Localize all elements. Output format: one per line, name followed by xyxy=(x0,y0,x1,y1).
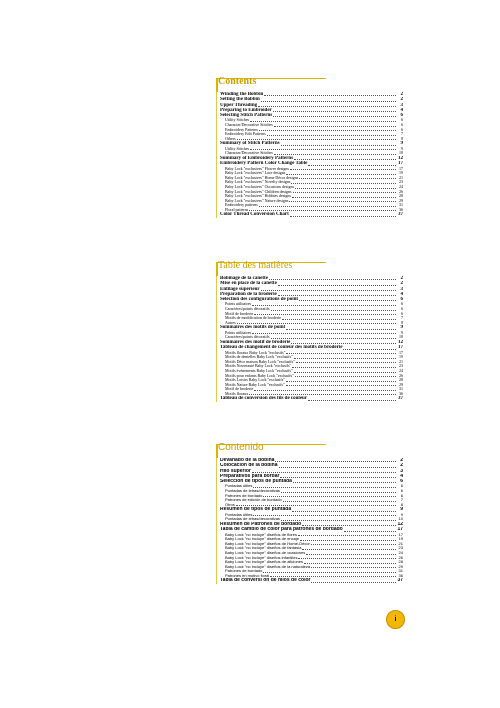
dot-leader xyxy=(261,101,396,102)
toc-page-number: 9 xyxy=(400,512,403,517)
toc-entry-title: Baby Lock "exclusives" Home Décor designs xyxy=(225,175,299,180)
toc-entry-title: Baby Lock "exclusives" Nature designs xyxy=(225,198,289,203)
toc-entry-title: Baby Lock "exclusives" Novelty designs xyxy=(225,180,291,185)
toc-page-number: 6 xyxy=(400,493,403,498)
toc-entry-title: Motif de broderie xyxy=(225,387,254,392)
toc-entry-title: Upper Threading xyxy=(220,102,258,108)
dot-leader xyxy=(295,376,396,377)
dot-leader xyxy=(273,111,396,112)
toc-page-number: 28 xyxy=(399,194,403,199)
section-header xyxy=(216,444,403,458)
dot-leader xyxy=(281,492,396,493)
toc-page-number: 6 xyxy=(400,113,403,119)
toc-page-number: 17 xyxy=(398,161,403,167)
toc-section-french xyxy=(216,262,403,402)
toc-entry-title: Embroidery Edit Patterns xyxy=(225,132,266,137)
dot-leader xyxy=(290,169,396,170)
dot-leader xyxy=(286,329,396,330)
dot-leader xyxy=(271,310,396,311)
toc-entry-title: Puntadas de letras/decorativas xyxy=(225,517,280,522)
dot-leader xyxy=(286,174,396,175)
toc-page-number: 17 xyxy=(398,345,403,351)
toc-list xyxy=(216,276,403,402)
toc-entry-title: Resumen de Patrones de bordado xyxy=(220,521,302,527)
toc-page-number: 8 xyxy=(401,320,403,325)
dot-leader xyxy=(278,285,396,286)
toc-page-number: 6 xyxy=(400,484,403,489)
dot-leader xyxy=(281,145,396,146)
dot-leader xyxy=(258,106,396,107)
toc-entry-title: Bobinage de la canette xyxy=(220,276,268,281)
toc-page-number: 26 xyxy=(399,373,403,378)
toc-entry-title: Color Thread Conversion Chart xyxy=(220,212,289,218)
toc-page-number: 6 xyxy=(400,479,403,485)
toc-entry-title: Motifs de modification de broderie xyxy=(225,316,281,321)
toc-page-number: 9 xyxy=(400,141,403,147)
toc-entry-title: Caractères/points décoratifs xyxy=(225,307,270,312)
dot-leader xyxy=(302,549,396,550)
toc-entry-title: Mise en place de la canette xyxy=(220,281,277,287)
toc-entry-title: Sommaires des motif de broderie xyxy=(220,339,291,345)
dot-leader xyxy=(294,372,396,373)
dot-leader xyxy=(263,496,396,497)
toc-page-number: 26 xyxy=(399,189,403,194)
toc-entry-title: Baby Lock "no incluye" diseños de Home-Décor xyxy=(225,541,310,546)
dot-leader xyxy=(306,554,396,555)
toc-page-number: 9 xyxy=(401,146,403,151)
dot-leader xyxy=(308,400,396,401)
dot-leader xyxy=(274,154,396,155)
dot-leader xyxy=(249,210,396,211)
dot-leader xyxy=(298,558,396,559)
toc-page-number: 8 xyxy=(400,502,403,507)
toc-page-number: 31 xyxy=(399,203,403,208)
toc-entry-title: Baby Lock "no incluye" diseños de ocasiones xyxy=(225,550,306,555)
toc-page-number: 6 xyxy=(401,307,403,312)
toc-page-number: 29 xyxy=(398,564,403,569)
dot-leader xyxy=(259,130,396,131)
toc-page-number: 24 xyxy=(398,550,403,555)
toc-page-number: 21 xyxy=(398,541,403,546)
dot-leader xyxy=(267,135,396,136)
dot-leader xyxy=(295,188,396,189)
toc-page-number: 2 xyxy=(400,458,403,463)
toc-page-number: 12 xyxy=(397,521,403,527)
toc-page-number: 17 xyxy=(397,527,403,533)
dot-leader xyxy=(279,467,396,468)
dot-leader xyxy=(299,300,396,301)
toc-page-number: 21 xyxy=(399,359,403,364)
toc-entry-title: Motifs pour enfants Baby Lock "exclusifs" xyxy=(225,373,294,378)
dot-leader xyxy=(298,535,396,536)
dot-leader xyxy=(311,544,396,545)
dot-leader xyxy=(253,487,396,488)
dot-leader xyxy=(311,567,396,568)
toc-entry-title: Character/Decorative Stitches xyxy=(225,123,273,128)
toc-page-number: 2 xyxy=(400,281,403,287)
toc-page-number: 12 xyxy=(398,339,403,345)
toc-section-spanish xyxy=(216,444,403,584)
section-title-table-des-matieres: Table des matières xyxy=(218,260,293,271)
toc-entry xyxy=(217,212,403,217)
dot-leader xyxy=(308,165,396,166)
toc-page-number: 24 xyxy=(399,184,403,189)
toc-page-number: 37 xyxy=(398,212,403,218)
dot-leader xyxy=(237,139,396,140)
toc-entry-title: Baby Lock "no incluye" diseños de fantasía xyxy=(225,546,302,551)
toc-entry-title: Tabla de conversi ón de hilos de color xyxy=(220,578,311,584)
toc-entry-title: Summary of Stitch Patterns xyxy=(220,141,280,147)
dot-leader xyxy=(294,358,396,359)
toc-entry-title: Embroidery Pattern Color Change Table xyxy=(220,161,308,167)
toc-entry-title: Motifs Nouveauté Baby Lock "exclusifs" xyxy=(225,364,292,369)
dot-leader xyxy=(282,319,396,320)
toc-page-number: 23 xyxy=(399,180,403,185)
toc-entry-title: Points utilitaires xyxy=(225,302,252,307)
toc-entry-title: Baby Lock "exclusives" Flower designs xyxy=(225,166,289,171)
toc-page-number: 6 xyxy=(400,489,403,494)
dot-leader xyxy=(291,183,396,184)
dot-leader xyxy=(236,505,396,506)
toc-entry-title: Motifs floraux Baby Lock "exclusifs" xyxy=(225,350,286,355)
toc-entry-title: Tableau de conversion des fils de couleur xyxy=(220,396,308,402)
dot-leader xyxy=(290,216,396,217)
toc-entry xyxy=(217,578,403,583)
dot-leader xyxy=(304,563,396,564)
dot-leader xyxy=(271,338,396,339)
toc-page-number: 3 xyxy=(400,468,403,474)
toc-page-number: 6 xyxy=(401,311,403,316)
toc-entry-title: Selecting Stitch Patterns xyxy=(220,113,273,119)
dot-leader xyxy=(274,126,396,127)
toc-entry-title: Baby Lock "no incluye" diseños de aficiones xyxy=(225,560,303,565)
dot-leader xyxy=(249,394,396,395)
toc-entry-title: Baby Lock "exclusives" Lace designs xyxy=(225,171,286,176)
toc-page-number: 19 xyxy=(399,171,403,176)
toc-page-number: 36 xyxy=(398,573,403,578)
toc-entry-title: Motifs floraux xyxy=(225,391,249,396)
toc-entry-title: Preparativos para bordar xyxy=(220,473,280,479)
dot-leader xyxy=(252,472,396,473)
section-title-contenido: Contenido xyxy=(218,442,264,453)
toc-page-number: 10 xyxy=(399,151,403,156)
dot-leader xyxy=(286,353,396,354)
toc-entry-title: Patrones de bordado xyxy=(225,569,263,574)
dot-leader xyxy=(292,367,396,368)
toc-page-number: 6 xyxy=(401,118,403,123)
toc-page-number: 17 xyxy=(399,166,403,171)
section-header xyxy=(216,78,403,92)
toc-entry-title: Hilo superior xyxy=(220,468,251,474)
toc-page-number: 36 xyxy=(399,391,403,396)
section-header xyxy=(216,262,403,276)
toc-page-number: 6 xyxy=(400,297,403,303)
dot-leader xyxy=(278,295,396,296)
toc-entry-title: Selección de tipos de puntada xyxy=(220,479,292,485)
toc-page-number: 10 xyxy=(399,335,403,340)
toc-page-number: 26 xyxy=(398,555,403,560)
toc-entry-title: Préparation de la broderie xyxy=(220,291,277,297)
dot-leader xyxy=(275,461,396,462)
toc-page-number: 28 xyxy=(399,378,403,383)
toc-entry-title: Motif de broderie xyxy=(225,311,254,316)
toc-entry-title: Points utilitaires xyxy=(225,330,252,335)
toc-page-number: 21 xyxy=(399,175,403,180)
toc-page-number: 2 xyxy=(400,463,403,469)
page-number-badge: i xyxy=(386,610,405,629)
dot-leader xyxy=(344,531,396,532)
dot-leader xyxy=(292,197,396,198)
toc-list xyxy=(216,92,403,218)
toc-page-number: 2 xyxy=(400,92,403,97)
toc-page-number: 23 xyxy=(399,364,403,369)
toc-page-number: 3 xyxy=(400,286,403,292)
dot-leader xyxy=(254,390,396,391)
toc-entry-title: Baby Lock "no incluye" diseños de flores xyxy=(225,532,297,537)
toc-page-number: 24 xyxy=(399,368,403,373)
toc-entry-title: Devanado de la bobina xyxy=(220,458,275,463)
toc-entry xyxy=(217,396,403,401)
dot-leader xyxy=(292,511,396,512)
toc-entry-title: Resumen de tipos de puntada xyxy=(220,507,292,513)
toc-entry-title: Patrones de edición de bordado xyxy=(225,498,282,503)
toc-entry-title: Caractères/points décoratifs xyxy=(225,335,270,340)
dot-leader xyxy=(281,520,396,521)
toc-entry-title: Motifs de dentelles Baby Lock "exclusifs" xyxy=(225,355,293,360)
dot-leader xyxy=(261,290,396,291)
toc-entry-title: Puntadas útiles xyxy=(225,512,253,517)
toc-entry-title: Utility Stitches xyxy=(225,118,250,123)
dot-leader xyxy=(300,540,396,541)
toc-entry-title: Baby Lock "no incluye" diseños de encaje xyxy=(225,537,299,542)
toc-entry-title: Patrones de bordado xyxy=(225,493,263,498)
toc-entry-title: Floral patterns xyxy=(225,207,249,212)
dot-leader xyxy=(280,477,396,478)
toc-page-number: 6 xyxy=(401,127,403,132)
toc-page-number: 6 xyxy=(401,302,403,307)
toc-entry-title: Motifs Loisirs Baby Lock "exclusifs" xyxy=(225,378,285,383)
dot-leader xyxy=(264,95,396,96)
toc-page-number: 19 xyxy=(398,537,403,542)
dot-leader xyxy=(291,343,396,344)
dot-leader xyxy=(302,525,396,526)
toc-entry-title: Character/Decorative Stitches xyxy=(225,151,273,156)
dot-leader xyxy=(286,381,396,382)
toc-entry-title: Puntadas de letras/decorativas xyxy=(225,489,280,494)
toc-page-number: 9 xyxy=(400,507,403,513)
dot-leader xyxy=(250,149,396,150)
dot-leader xyxy=(252,333,396,334)
dot-leader xyxy=(254,314,396,315)
toc-entry-title: Setting the Bobbin xyxy=(220,97,260,103)
toc-page-number: 8 xyxy=(401,136,403,141)
toc-page-number: 9 xyxy=(400,325,403,331)
toc-page-number: 28 xyxy=(398,560,403,565)
toc-entry-title: Otros xyxy=(225,502,235,507)
toc-page-number: 31 xyxy=(398,569,403,574)
dot-leader xyxy=(252,305,396,306)
toc-section-english xyxy=(216,78,403,218)
toc-page-number: 7 xyxy=(401,132,403,137)
toc-entry-title: Winding the Bobbin xyxy=(220,92,264,97)
toc-entry-title: Tabla de cambio de color para patrones de bordado xyxy=(220,527,343,533)
toc-entry-title: Motifs Nature Baby Lock "exclusifs" xyxy=(225,382,285,387)
dot-leader xyxy=(253,515,396,516)
toc-entry-title: Patrones en motivo floral xyxy=(225,573,270,578)
toc-entry-title: Puntadas útiles xyxy=(225,484,253,489)
toc-page-number: 17 xyxy=(398,532,403,537)
toc-page-number: 4 xyxy=(400,291,403,297)
toc-list xyxy=(216,458,403,584)
dot-leader xyxy=(294,159,396,160)
toc-entry-title: Motifs Déco maison Baby Lock "exclusifs" xyxy=(225,359,295,364)
toc-entry-title: Baby Lock "exclusives" Children designs xyxy=(225,189,292,194)
dot-leader xyxy=(259,206,396,207)
toc-page-number: 2 xyxy=(400,97,403,103)
dot-leader xyxy=(293,192,396,193)
toc-page-number: 9 xyxy=(401,330,403,335)
toc-entry-title: Embroidery patterns xyxy=(225,203,258,208)
toc-page-number: 37 xyxy=(397,578,403,584)
toc-page-number: 12 xyxy=(398,155,403,161)
toc-entry-title: Embroidery Patterns xyxy=(225,127,258,132)
dot-leader xyxy=(299,178,396,179)
toc-page-number: 37 xyxy=(398,396,403,402)
toc-entry-title: Enfilage supérieur xyxy=(220,286,260,292)
toc-page-number: 7 xyxy=(401,316,403,321)
toc-entry-title: Tableau de changement de couleur des motifs de broderie xyxy=(220,345,343,351)
toc-page-number: 19 xyxy=(399,355,403,360)
dot-leader xyxy=(237,323,396,324)
dot-leader xyxy=(343,349,396,350)
dot-leader xyxy=(293,482,396,483)
toc-page-number: 23 xyxy=(398,546,403,551)
dot-leader xyxy=(289,201,396,202)
toc-page-number: 31 xyxy=(399,387,403,392)
dot-leader xyxy=(269,279,396,280)
toc-entry-title: Autres xyxy=(225,320,236,325)
dot-leader xyxy=(250,121,396,122)
toc-entry-title: Others xyxy=(225,136,236,141)
dot-leader xyxy=(283,501,396,502)
toc-page-number: 7 xyxy=(400,498,403,503)
dot-leader xyxy=(263,572,396,573)
toc-entry-title: Baby Lock "no incluye" diseños infantiles xyxy=(225,555,298,560)
toc-entry-title: Preparing to Embroider xyxy=(220,107,272,113)
dot-leader xyxy=(273,116,396,117)
toc-entry-title: Baby Lock "exclusives" Occasions designs xyxy=(225,184,295,189)
toc-page-number: 4 xyxy=(400,473,403,479)
toc-page-number: 29 xyxy=(399,198,403,203)
toc-entry-title: Baby Lock "exclusives" Hobbies designs xyxy=(225,194,291,199)
toc-page-number: 10 xyxy=(398,517,403,522)
toc-page-number: 6 xyxy=(401,123,403,128)
toc-page-number: 4 xyxy=(400,107,403,113)
toc-page-number: 17 xyxy=(399,350,403,355)
toc-entry-title: Sommaires des motifs de point xyxy=(220,325,286,331)
dot-leader xyxy=(286,385,396,386)
toc-entry-title: Motifs événements Baby Lock "exclusifs" xyxy=(225,368,293,373)
toc-page-number: 2 xyxy=(400,276,403,281)
toc-entry-title: Summary of Embroidery Patterns xyxy=(220,155,294,161)
dot-leader xyxy=(270,576,396,577)
toc-entry-title: Utility Stitches xyxy=(225,146,250,151)
section-title-contents: Contents xyxy=(218,76,257,87)
toc-entry-title: Sélection des configurations de point xyxy=(220,297,299,303)
dot-leader xyxy=(311,582,396,583)
dot-leader xyxy=(296,362,396,363)
toc-entry-title: Colocación de la bobina xyxy=(220,463,278,469)
toc-page-number: 36 xyxy=(399,207,403,212)
toc-page-number: 29 xyxy=(399,382,403,387)
toc-page-number: 3 xyxy=(400,102,403,108)
toc-entry-title: Baby Lock "no incluye" diseños de la naturaleza xyxy=(225,564,311,569)
